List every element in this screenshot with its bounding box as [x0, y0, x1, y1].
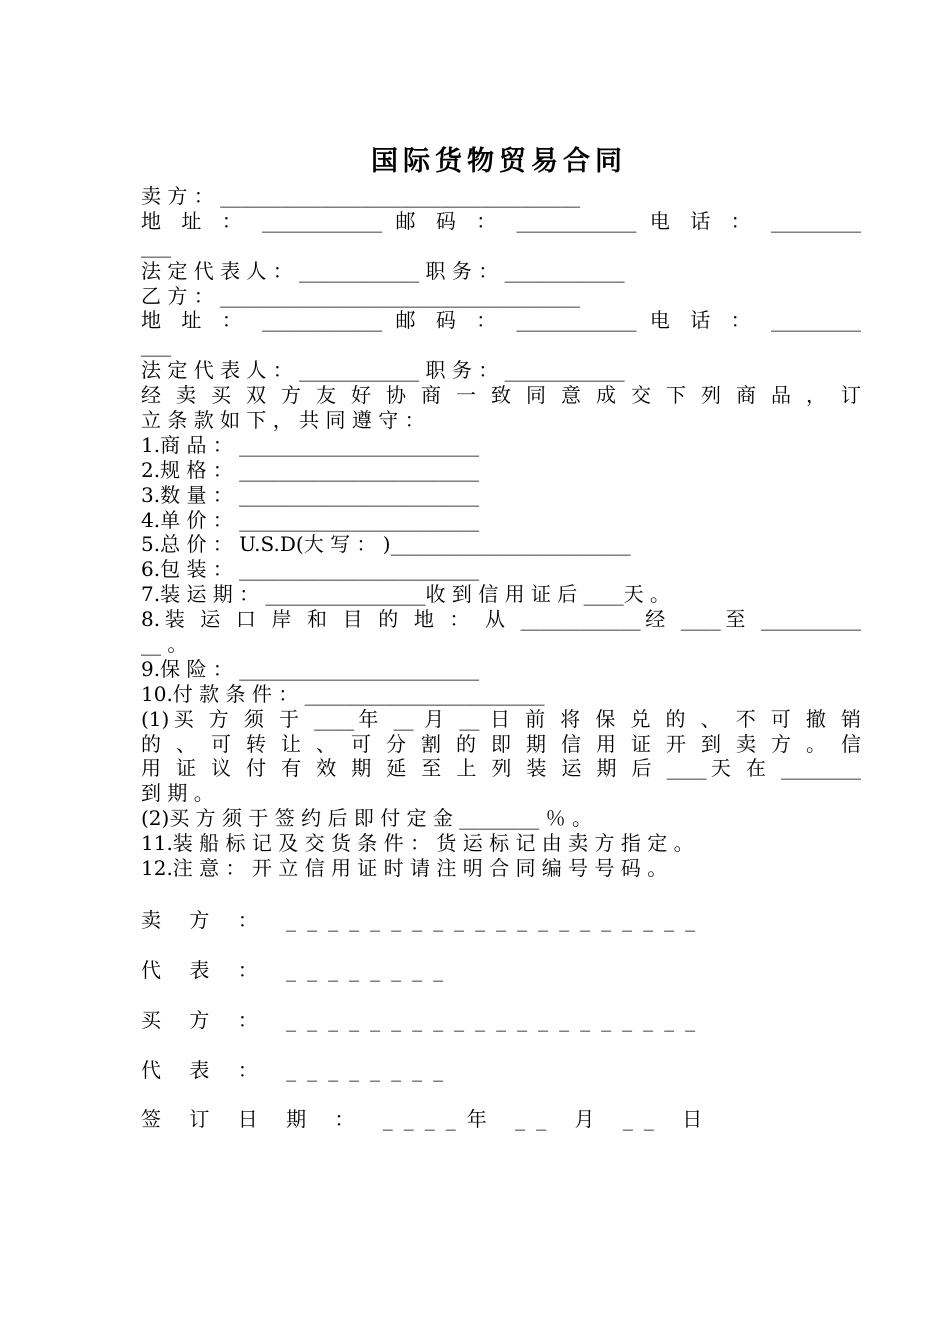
party-b-address-line: 地 址 ： ____________ 邮 码 ： ____________ 电 话 ： _________: [141, 308, 861, 333]
payment-item-2: (2)买 方 须 于 签 约 后 即 付 定 金 ________ ％ 。: [141, 806, 592, 831]
clause-payment-terms: 10.付 款 条 件 ： ________________________: [141, 681, 545, 706]
clause-ports-continuation: __ 。: [141, 632, 188, 657]
clause-specification: 2.规 格 ： ________________________: [141, 457, 480, 482]
clause-packing: 6.包 装 ： ________________________: [141, 557, 480, 582]
seller-line: 卖 方 ： ____________________________________: [141, 184, 581, 208]
signature-buyer: 买 方 ： ____________________: [141, 1008, 707, 1032]
payment-item-1-line-2: 的 、 可 转 让 、 可 分 割 的 即 期 信 用 证 开 到 卖 方 。 信: [141, 731, 861, 756]
clause-insurance: 9.保 险 ： ________________________: [141, 656, 480, 681]
clause-note: 12.注 意 ： 开 立 信 用 证 时 请 注 明 合 同 编 号 号 码 。: [141, 856, 668, 881]
signing-date: 签 订 日 期 ： ____年 __ 月 __ 日: [141, 1107, 714, 1131]
clause-total-price: 5.总 价 ： U.S.D(大 写 ： )________________________: [141, 532, 631, 557]
clause-shipment-period: 7.装 运 期 ： ________________收 到 信 用 证 后 ____天 。: [141, 582, 671, 607]
seller-phone-continuation: ___: [141, 233, 171, 258]
payment-item-1-line-4: 到 期 。: [141, 781, 214, 806]
document-title: 国际货物贸易合同: [371, 146, 627, 177]
signature-buyer-rep: 代 表 ： ________: [141, 1058, 455, 1082]
signature-seller-rep: 代 表 ： ________: [141, 958, 455, 982]
contract-body: [141, 184, 861, 881]
seller-legal-rep-line: 法 定 代 表 人 ： ____________ 职 务 ： ____________: [141, 258, 625, 283]
clause-ports: 8.装 运 口 岸 和 目 的 地 ： 从 ____________经 ____至 __________: [141, 607, 861, 632]
payment-item-1-line-1: (1)买 方 须 于 ____年 __ 月 __ 日 前 将 保 兑 的 、 不 可 撤 销: [141, 706, 861, 731]
signature-seller: 卖 方 ： ____________________: [141, 908, 707, 932]
clause-quantity: 3.数 量 ： ________________________: [141, 482, 480, 507]
party-b-line: 乙 方 ： ____________________________________: [141, 283, 581, 308]
clause-unit-price: 4.单 价 ： ________________________: [141, 507, 480, 532]
party-b-phone-continuation: ___: [141, 333, 171, 358]
clause-commodity: 1.商 品 ： ________________________: [141, 432, 480, 457]
seller-address-line: 地 址 ： ____________ 邮 码 ： ____________ 电 话 ： _________: [141, 208, 861, 233]
preamble-line-2: 立 条 款 如 下 ， 共 同 遵 守 ：: [141, 408, 425, 433]
payment-item-1-line-3: 用 证 议 付 有 效 期 延 至 上 列 装 运 期 后 ____天 在 ________: [141, 756, 861, 781]
party-b-legal-rep-line: 法 定 代 表 人 ： ____________ 职 务 ： ____________: [141, 358, 625, 383]
clause-shipping-marks: 11.装 船 标 记 及 交 货 条 件 ： 货 运 标 记 由 卖 方 指 定 。: [141, 831, 694, 856]
preamble-line-1: 经 卖 买 双 方 友 好 协 商 一 致 同 意 成 交 下 列 商 品 ， 订: [141, 383, 861, 408]
